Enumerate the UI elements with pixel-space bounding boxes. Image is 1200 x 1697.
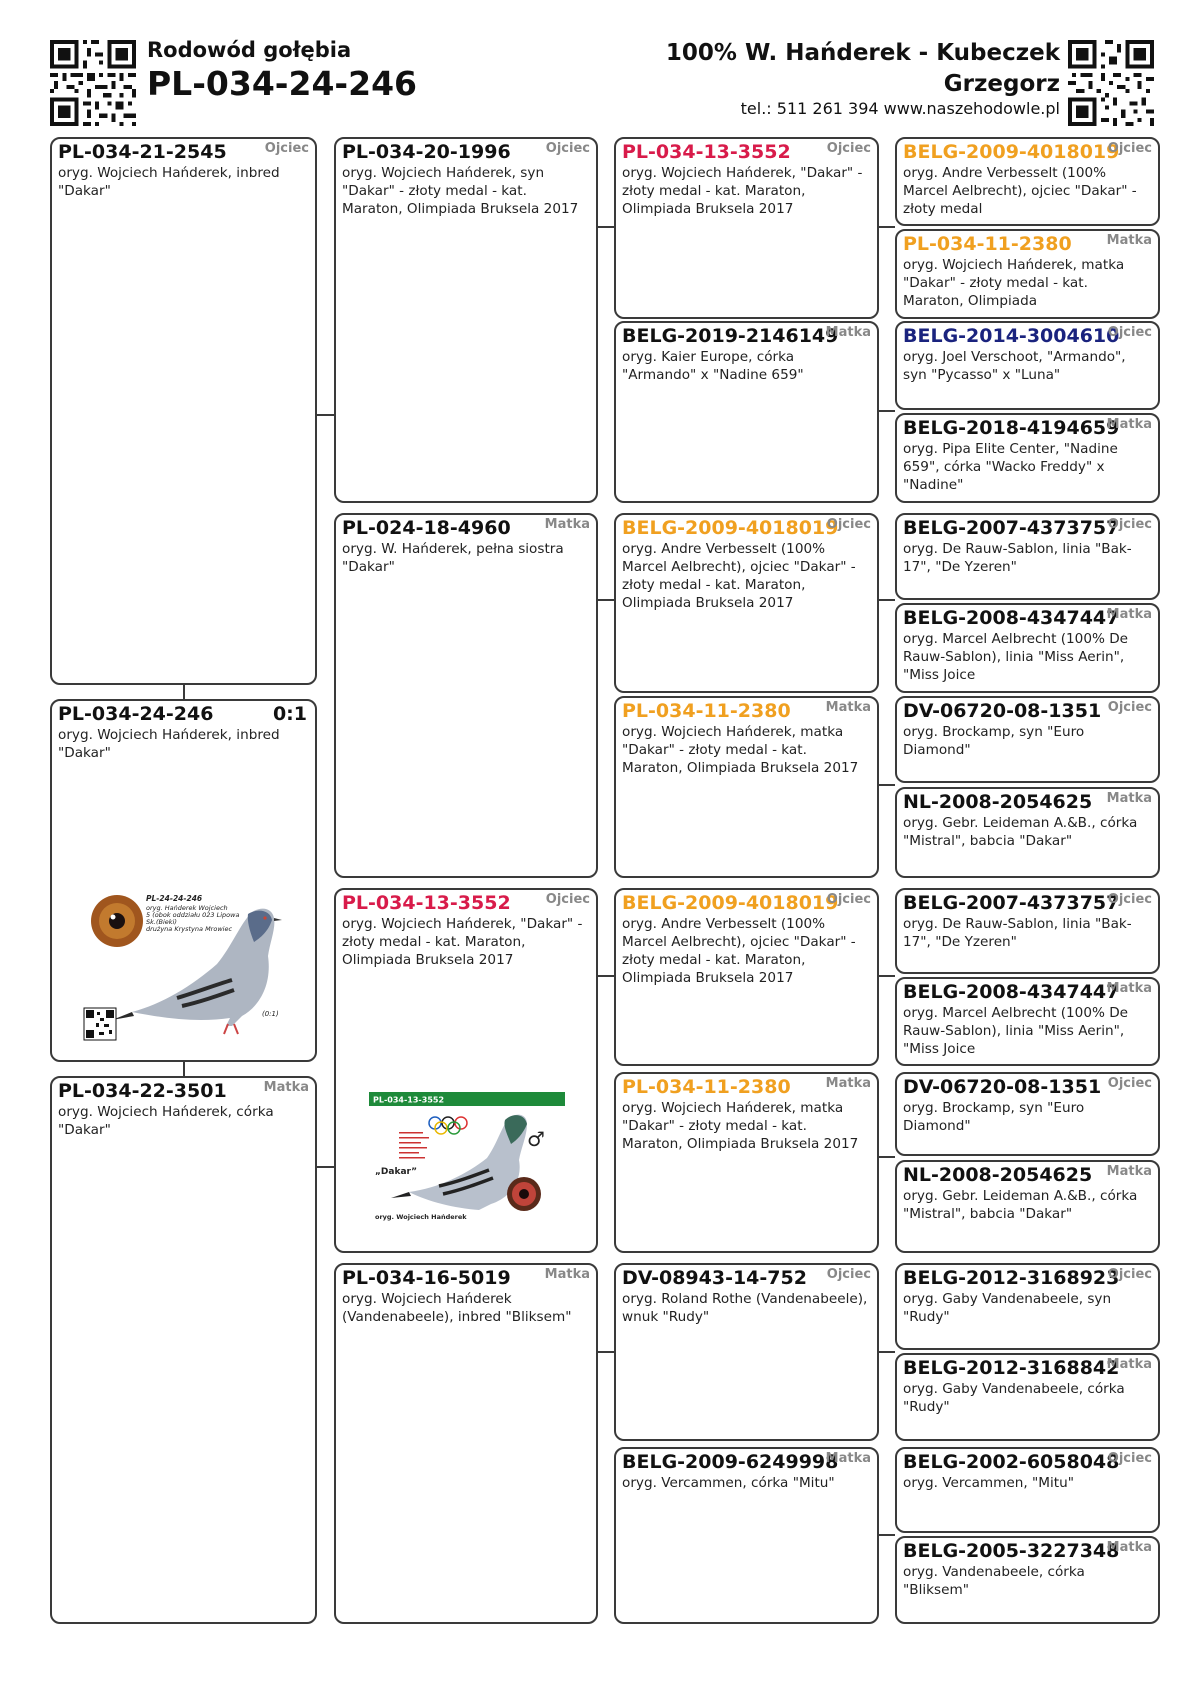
pedigree-card-great-grandparent <box>614 1263 879 1441</box>
connector <box>878 226 895 228</box>
bird-description: oryg. Marcel Aelbrecht (100% De Rauw-Sablon), linia "Miss Aerin", "Miss Joice <box>903 1005 1129 1057</box>
ring-number: NL-2008-2054625 <box>903 791 1093 813</box>
connector <box>317 414 334 416</box>
pedigree-card-ancestor <box>895 603 1160 693</box>
sex-label: Ojciec <box>826 141 871 156</box>
score-label: 0:1 <box>272 703 307 725</box>
ring-number: PL-034-13-3552 <box>622 141 791 163</box>
bird-description: oryg. Wojciech Hańderek, matka "Dakar" - złoty medal - kat. Maraton, Olimpiada <box>903 257 1125 309</box>
dakar-photo-name: „Dakar” <box>375 1167 418 1177</box>
pedigree-card-great-grandparent <box>614 137 879 319</box>
male-symbol-icon: ♂ <box>527 1127 545 1151</box>
sex-label: Ojciec <box>545 892 590 907</box>
bird-description: oryg. Marcel Aelbrecht (100% De Rauw-Sablon), linia "Miss Aerin", "Miss Joice <box>903 631 1129 683</box>
pedigree-card-ancestor <box>895 413 1160 503</box>
sex-label: Matka <box>825 1076 871 1091</box>
ring-number: PL-034-11-2380 <box>622 1076 791 1098</box>
connector <box>878 1351 895 1353</box>
connector <box>597 226 614 228</box>
sex-label: Matka <box>1106 1540 1152 1555</box>
bird-description: oryg. Gebr. Leideman A.&B., córka "Mistral", babcia "Dakar" <box>903 815 1138 849</box>
document-label: Rodowód gołębia <box>147 38 352 62</box>
sex-label: Ojciec <box>1107 141 1152 156</box>
bird-description: oryg. Vercammen, córka "Mitu" <box>622 1475 835 1491</box>
qr-code-right <box>1068 40 1154 126</box>
bird-description: oryg. Andre Verbesselt (100% Marcel Aelbrecht), ojciec "Dakar" - złoty medal - kat. Maraton, Olimpiada Bruksela 2017 <box>622 916 856 986</box>
ring-number: BELG-2005-3227348 <box>903 1540 1120 1562</box>
connector <box>878 410 895 412</box>
bird-description: oryg. Wojciech Hańderek, córka "Dakar" <box>58 1104 274 1138</box>
ring-number: BELG-2008-4347447 <box>903 607 1120 629</box>
sex-label: Matka <box>1106 791 1152 806</box>
ring-number: PL-034-24-246 <box>58 703 214 725</box>
sex-label: Matka <box>825 700 871 715</box>
pedigree-card-ancestor <box>895 1072 1160 1156</box>
ring-number: BELG-2009-4018019 <box>903 141 1120 163</box>
sex-label: Matka <box>1106 417 1152 432</box>
qr-code-left <box>50 40 136 126</box>
bird-description: oryg. De Rauw-Sablon, linia "Bak-17", "De Yzeren" <box>903 916 1132 950</box>
sex-label: Ojciec <box>1107 517 1152 532</box>
connector <box>597 975 614 977</box>
connector <box>597 1351 614 1353</box>
sex-label: Ojciec <box>826 892 871 907</box>
bird-description: oryg. Wojciech Hańderek, "Dakar" - złoty medal - kat. Maraton, Olimpiada Bruksela 2017 <box>342 916 583 968</box>
sex-label: Ojciec <box>826 517 871 532</box>
ring-number: BELG-2009-6249998 <box>622 1451 839 1473</box>
ring-number: BELG-2012-3168842 <box>903 1357 1120 1379</box>
bird-description: oryg. De Rauw-Sablon, linia "Bak-17", "De Yzeren" <box>903 541 1132 575</box>
pigeon-photo-score: (0:1) <box>262 1010 279 1018</box>
connector <box>878 1156 895 1158</box>
ring-number: BELG-2014-3004610 <box>903 325 1120 347</box>
pedigree-card-great-grandparent <box>614 1447 879 1624</box>
pigeon-photo <box>82 894 287 1042</box>
bird-description: oryg. Gaby Vandenabeele, syn "Rudy" <box>903 1291 1112 1325</box>
bird-description: oryg. Wojciech Hańderek, inbred "Dakar" <box>58 165 280 199</box>
svg-text:drużyna Krystyna Mrowiec: drużyna Krystyna Mrowiec <box>146 925 233 933</box>
pedigree-card-grandparent <box>334 1263 598 1624</box>
connector <box>878 1534 895 1536</box>
ring-number: PL-034-20-1996 <box>342 141 511 163</box>
ring-number: PL-034-11-2380 <box>622 700 791 722</box>
ring-number: BELG-2007-4373757 <box>903 892 1120 914</box>
sex-label: Ojciec <box>1107 892 1152 907</box>
dakar-photo <box>369 1092 565 1224</box>
pedigree-card-subject <box>50 699 317 1062</box>
pedigree-card-ancestor <box>895 1353 1160 1441</box>
pedigree-card-great-grandparent <box>614 696 879 878</box>
sex-label: Ojciec <box>1107 1451 1152 1466</box>
bird-description: oryg. Kaier Europe, córka "Armando" x "Nadine 659" <box>622 349 804 383</box>
pedigree-card-grandparent <box>334 888 598 1253</box>
connector <box>878 599 895 601</box>
sex-label: Ojciec <box>826 1267 871 1282</box>
pedigree-card-ancestor <box>895 888 1160 974</box>
pedigree-card-ancestor <box>895 137 1160 226</box>
bird-description: oryg. Wojciech Hańderek, matka "Dakar" - złoty medal - kat. Maraton, Olimpiada Bruksela 2017 <box>622 724 859 776</box>
ring-number: BELG-2009-4018019 <box>622 517 839 539</box>
owner-contact: tel.: 511 261 394 www.naszehodowle.pl <box>740 99 1060 118</box>
pedigree-card-ancestor <box>895 696 1160 783</box>
ring-number: PL-034-16-5019 <box>342 1267 511 1289</box>
sex-label: Ojciec <box>1107 325 1152 340</box>
pedigree-card-ancestor <box>895 229 1160 319</box>
pedigree-card-great-grandparent <box>614 1072 879 1253</box>
sex-label: Matka <box>1106 1357 1152 1372</box>
ring-number: DV-08943-14-752 <box>622 1267 807 1289</box>
ring-number: PL-034-13-3552 <box>342 892 511 914</box>
bird-description: oryg. Wojciech Hańderek, inbred "Dakar" <box>58 727 280 761</box>
pedigree-card-great-grandparent <box>614 321 879 503</box>
ring-number: BELG-2007-4373757 <box>903 517 1120 539</box>
connector <box>878 784 895 786</box>
bird-description: oryg. Wojciech Hańderek, syn "Dakar" - złoty medal - kat. Maraton, Olimpiada Bruksela 2017 <box>342 165 579 217</box>
bird-description: oryg. Roland Rothe (Vandenabeele), wnuk "Rudy" <box>622 1291 868 1325</box>
pedigree-card-sire <box>50 137 317 685</box>
pedigree-card-ancestor <box>895 1536 1160 1624</box>
pedigree-card-ancestor <box>895 977 1160 1066</box>
ring-number: PL-034-11-2380 <box>903 233 1072 255</box>
sex-label: Matka <box>1106 981 1152 996</box>
sex-label: Ojciec <box>264 141 309 156</box>
svg-text:5 (obok oddziału 023 Lipowa: 5 (obok oddziału 023 Lipowa <box>146 911 240 919</box>
bird-description: oryg. Vercammen, "Mitu" <box>903 1475 1074 1491</box>
dakar-photo-origin: oryg. Wojciech Hańderek <box>375 1213 467 1221</box>
pedigree-card-great-grandparent <box>614 513 879 693</box>
ring-number: PL-034-22-3501 <box>58 1080 227 1102</box>
bird-description: oryg. Wojciech Hańderek (Vandenabeele), inbred "Bliksem" <box>342 1291 572 1325</box>
document-ring-number: PL-034-24-246 <box>147 64 417 103</box>
ring-number: DV-06720-08-1351 <box>903 1076 1102 1098</box>
sex-label: Ojciec <box>545 141 590 156</box>
sex-label: Matka <box>1106 1164 1152 1179</box>
sex-label: Matka <box>263 1080 309 1095</box>
pedigree-card-dam <box>50 1076 317 1624</box>
pigeon-photo-qr <box>84 1008 116 1040</box>
svg-text:Sk.(Bieki): Sk.(Bieki) <box>146 918 177 926</box>
ring-number: NL-2008-2054625 <box>903 1164 1093 1186</box>
svg-text:oryg. Hańderek Wojciech: oryg. Hańderek Wojciech <box>146 904 228 912</box>
owner-name: 100% W. Hańderek - Kubeczek Grzegorz <box>665 40 1060 97</box>
bird-description: oryg. Andre Verbesselt (100% Marcel Aelbrecht), ojciec "Dakar" - złoty medal - kat. Maraton, Olimpiada Bruksela 2017 <box>622 541 856 611</box>
pedigree-card-ancestor <box>895 1263 1160 1350</box>
connector <box>878 975 895 977</box>
sex-label: Matka <box>1106 233 1152 248</box>
sex-label: Matka <box>1106 607 1152 622</box>
ring-number: PL-034-21-2545 <box>58 141 227 163</box>
bird-description: oryg. Brockamp, syn "Euro Diamond" <box>903 724 1085 758</box>
bird-description: oryg. Pipa Elite Center, "Nadine 659", córka "Wacko Freddy" x "Nadine" <box>903 441 1118 493</box>
bird-description: oryg. Gaby Vandenabeele, córka "Rudy" <box>903 1381 1125 1415</box>
connector <box>317 1166 334 1168</box>
connector <box>597 599 614 601</box>
pedigree-card-ancestor <box>895 321 1160 410</box>
ring-number: BELG-2009-4018019 <box>622 892 839 914</box>
ring-number: BELG-2018-4194659 <box>903 417 1120 439</box>
bird-description: oryg. Vandenabeele, córka "Bliksem" <box>903 1564 1085 1598</box>
ring-number: BELG-2012-3168923 <box>903 1267 1120 1289</box>
ring-number: BELG-2002-6058048 <box>903 1451 1120 1473</box>
bird-description: oryg. Wojciech Hańderek, "Dakar" - złoty medal - kat. Maraton, Olimpiada Bruksela 2017 <box>622 165 863 217</box>
pedigree-card-great-grandparent <box>614 888 879 1066</box>
ring-number: DV-06720-08-1351 <box>903 700 1102 722</box>
bird-description: oryg. Andre Verbesselt (100% Marcel Aelbrecht), ojciec "Dakar" - złoty medal <box>903 165 1137 217</box>
connector <box>183 685 185 699</box>
pedigree-card-ancestor <box>895 1447 1160 1533</box>
pedigree-card-ancestor <box>895 1160 1160 1253</box>
pedigree-card-grandparent <box>334 137 598 503</box>
sex-label: Matka <box>825 325 871 340</box>
pedigree-card-ancestor <box>895 513 1160 600</box>
ring-number: BELG-2019-2146149 <box>622 325 839 347</box>
sex-label: Ojciec <box>1107 1076 1152 1091</box>
svg-text:PL-24-24-246: PL-24-24-246 <box>146 894 203 903</box>
bird-description: oryg. Wojciech Hańderek, matka "Dakar" - złoty medal - kat. Maraton, Olimpiada Bruksela 2017 <box>622 1100 859 1152</box>
pedigree-card-grandparent <box>334 513 598 878</box>
pedigree-card-ancestor <box>895 787 1160 878</box>
bird-description: oryg. W. Hańderek, pełna siostra "Dakar" <box>342 541 564 575</box>
ring-number: BELG-2008-4347447 <box>903 981 1120 1003</box>
bird-description: oryg. Brockamp, syn "Euro Diamond" <box>903 1100 1085 1134</box>
bird-description: oryg. Gebr. Leideman A.&B., córka "Mistral", babcia "Dakar" <box>903 1188 1138 1222</box>
bird-description: oryg. Joel Verschoot, "Armando", syn "Pycasso" x "Luna" <box>903 349 1126 383</box>
sex-label: Matka <box>544 1267 590 1282</box>
sex-label: Matka <box>825 1451 871 1466</box>
sex-label: Ojciec <box>1107 700 1152 715</box>
ring-number: PL-024-18-4960 <box>342 517 511 539</box>
sex-label: Matka <box>544 517 590 532</box>
dakar-photo-title: PL-034-13-3552 <box>373 1095 445 1105</box>
sex-label: Ojciec <box>1107 1267 1152 1282</box>
connector <box>183 1062 185 1076</box>
